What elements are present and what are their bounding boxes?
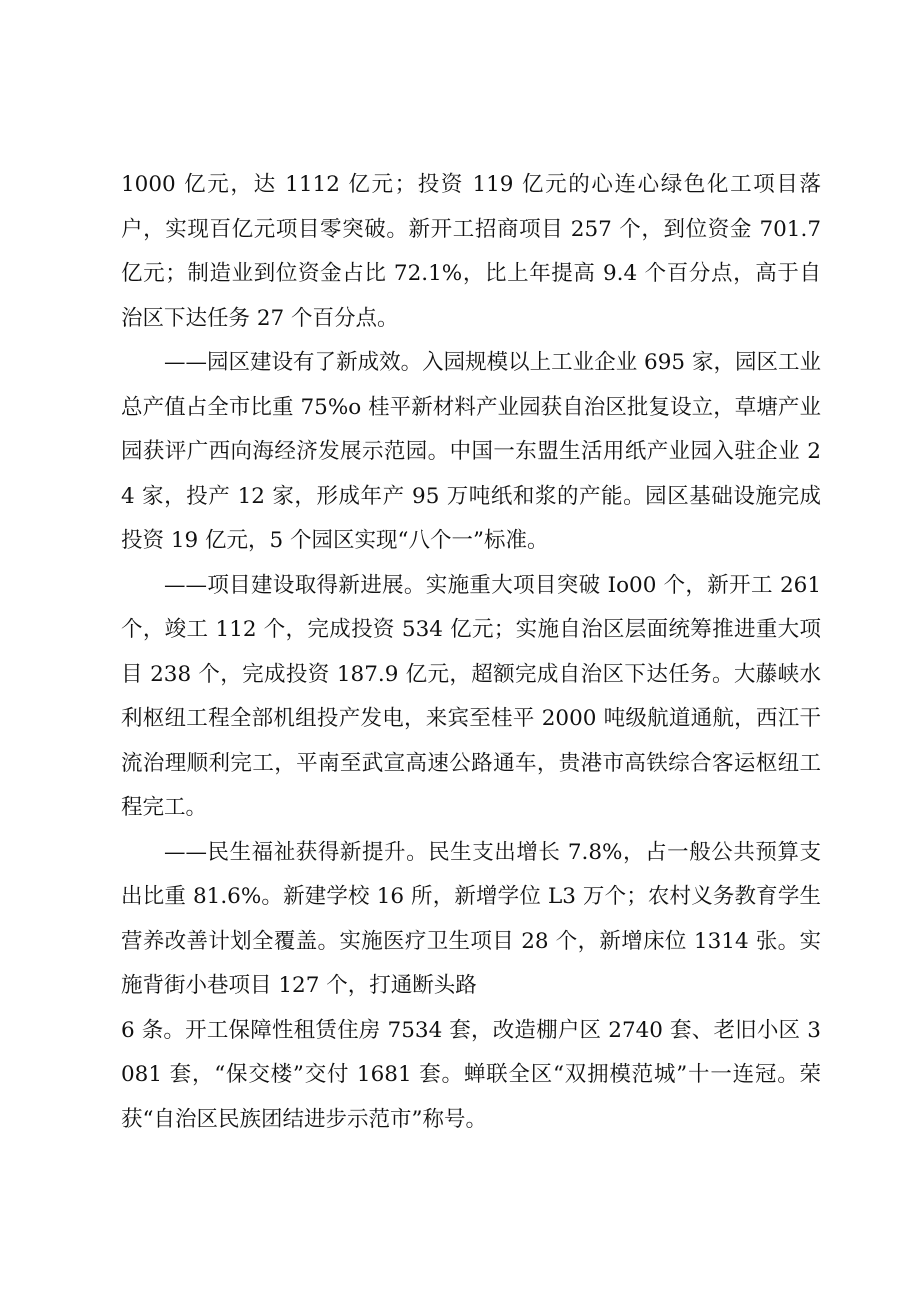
paragraph-industrial-parks: ——园区建设有了新成效。入园规模以上工业企业 695 家，园区工业总产值占全市比重 75%o 桂平新材料产业园获自治区批复设立，草塘产业园获评广西向海经济发展示范园。中国一东盟生活用纸产业园入驻企业 24 家，投产 12 家，形成年产 95 万吨纸和浆的产能。园区基础设施完成投资 19 亿元，5 个园区实现“八个一”标准。 — [121, 350, 821, 553]
paragraph-livelihood: ——民生福祉获得新提升。民生支出增长 7.8%，占一般公共预算支出比重 81.6%。新建学校 16 所，新增学位 L3 万个；农村义务教育学生营养改善计划全覆盖。实施医疗卫生项目 28 个，新增床位 1314 张。实施背街小巷项目 127 个，打通断头路 — [121, 839, 821, 998]
paragraph-housing: 6 条。开工保障性租赁住房 7534 套，改造棚户区 2740 套、老旧小区 3081 套，“保交楼”交付 1681 套。蝉联全区“双拥模范城”十一连冠。荣获“自治区民族团结进步示范市”称号。 — [121, 1017, 821, 1132]
paragraph-investment: 1000 亿元，达 1112 亿元；投资 119 亿元的心连心绿色化工项目落户，实现百亿元项目零突破。新开工招商项目 257 个，到位资金 701.7 亿元；制造业到位资金占比 72.1%，比上年提高 9.4 个百分点，高于自治区下达任务 27 个百分点。 — [121, 172, 821, 331]
paragraph-project-construction: ——项目建设取得新进展。实施重大项目突破 Io00 个，新开工 261 个，竣工 112 个，完成投资 534 亿元；实施自治区层面统筹推进重大项目 238 个，完成投资 187.9 亿元，超额完成自治区下达任务。大藤峡水利枢纽工程全部机组投产发电，来宾至桂平 2000 吨级航道通航，西江干流治理顺利完工，平南至武宣高速公路通车，贵港市高铁综合客运枢纽工程完工。 — [121, 572, 821, 820]
document-body — [121, 163, 821, 1142]
